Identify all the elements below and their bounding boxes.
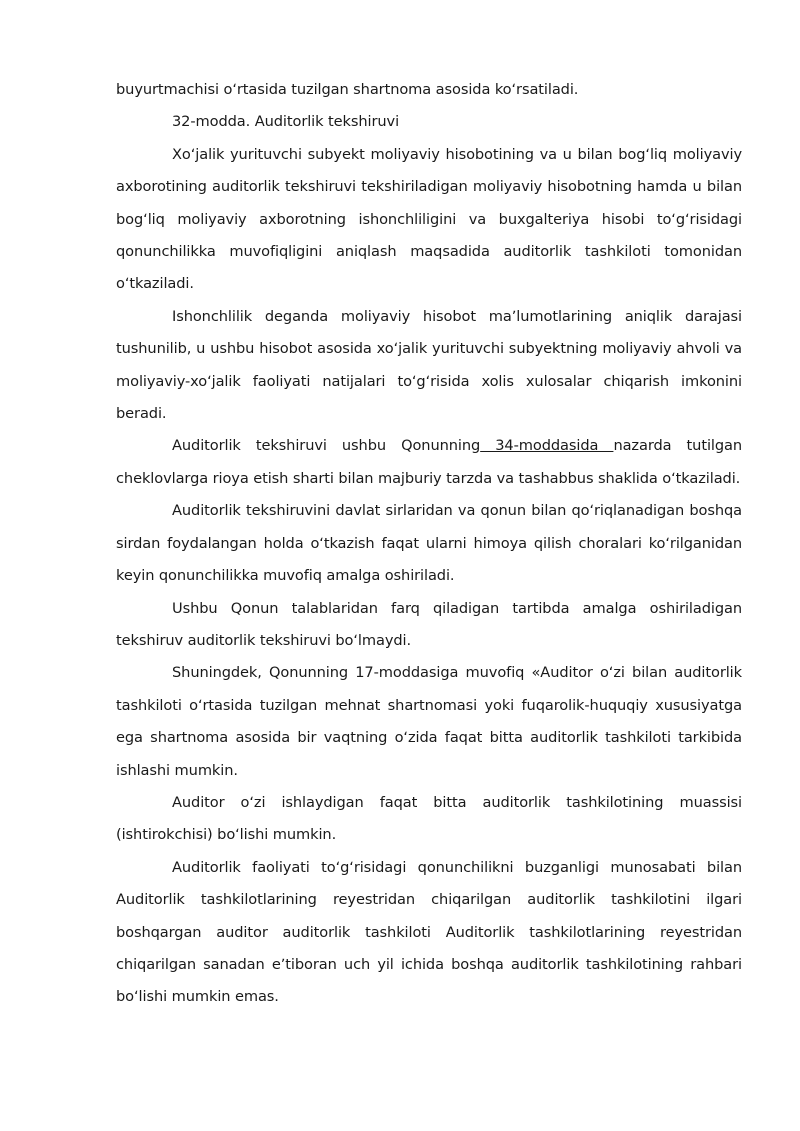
article-heading: 32-modda. Auditorlik tekshiruvi (172, 113, 400, 131)
paragraph-continued: buyurtmachisi oʻrtasida tuzilgan shartnoma asosida koʻrsatiladi. (116, 81, 579, 98)
paragraph-reliability: Ishonchlilik deganda moliyaviy hisobot maʼlumotlarining aniqlik darajasi tushunilib, u ushbu hisobot asosida xoʻjalik yurituvchi subyektning moliyaviy ahvoli va moliyaviy-xoʻjalik faoliyati natijalari toʻgʻrisida xolis xulosalar chiqarish imkonini beradi. (116, 307, 742, 423)
paragraph-audit-types (116, 430, 742, 495)
article-34-link[interactable]: 34-moddasida (480, 437, 614, 455)
paragraph-text: Auditorlik tekshiruvi ushbu Qonunning (172, 437, 481, 455)
paragraph-founder: Auditor oʻzi ishlaydigan faqat bitta auditorlik tashkilotining muassisi (ishtirokchisi) boʻlishi mumkin. (116, 793, 742, 844)
paragraph-article-17: Shuningdek, Qonunning 17-moddasiga muvofiq «Auditor oʻzi bilan auditorlik tashkiloti oʻrtasida tuzilgan mehnat shartnomasi yoki fuqarolik-huquqiy xususiyatga ega shartnoma asosida bir vaqtning oʻzida faqat bitta auditorlik tashkiloti tarkibida ishlashi mumkin. (116, 664, 742, 779)
paragraph-text: nazarda tutilgan cheklovlarga rioya etish sharti bilan majburiy tarzda va tashabbus shaklida oʻtkaziladi. (116, 437, 743, 487)
paragraph-registry-exclusion: Auditorlik faoliyati toʻgʻrisidagi qonunchilikni buzganligi munosabati bilan Auditorlik tashkilotlarining reyestridan chiqarilgan auditorlik tashkilotini ilgari boshqargan auditor auditorlik tashkiloti Auditorlik tashkilotlarining reyestridan chiqarilgan sanadan eʼtiboran uch yil ichida boshqa auditorlik tashkilotining rahbari boʻlishi mumkin emas. (116, 858, 742, 1006)
document-page (116, 74, 742, 1014)
paragraph-audit-definition: Xoʻjalik yurituvchi subyekt moliyaviy hisobotining va u bilan bogʻliq moliyaviy axborotining auditorlik tekshiruvi tekshiriladigan moliyaviy hisobotning hamda u bilan bogʻliq moliyaviy axborotning ishonchliligini va buxgalteriya hisobi toʻgʻrisidagi qonunchilikka muvofiqligini aniqlash maqsadida auditorlik tashkiloti tomonidan oʻtkaziladi. (116, 145, 742, 293)
paragraph-state-secrets: Auditorlik tekshiruvini davlat sirlaridan va qonun bilan qoʻriqlanadigan boshqa sirdan foydalangan holda oʻtkazish faqat ularni himoya qilish choralari koʻrilganidan keyin qonunchilikka muvofiq amalga oshiriladi. (116, 502, 742, 585)
paragraph-non-audit: Ushbu Qonun talablaridan farq qiladigan tartibda amalga oshiriladigan tekshiruv auditorlik tekshiruvi boʻlmaydi. (116, 599, 742, 649)
